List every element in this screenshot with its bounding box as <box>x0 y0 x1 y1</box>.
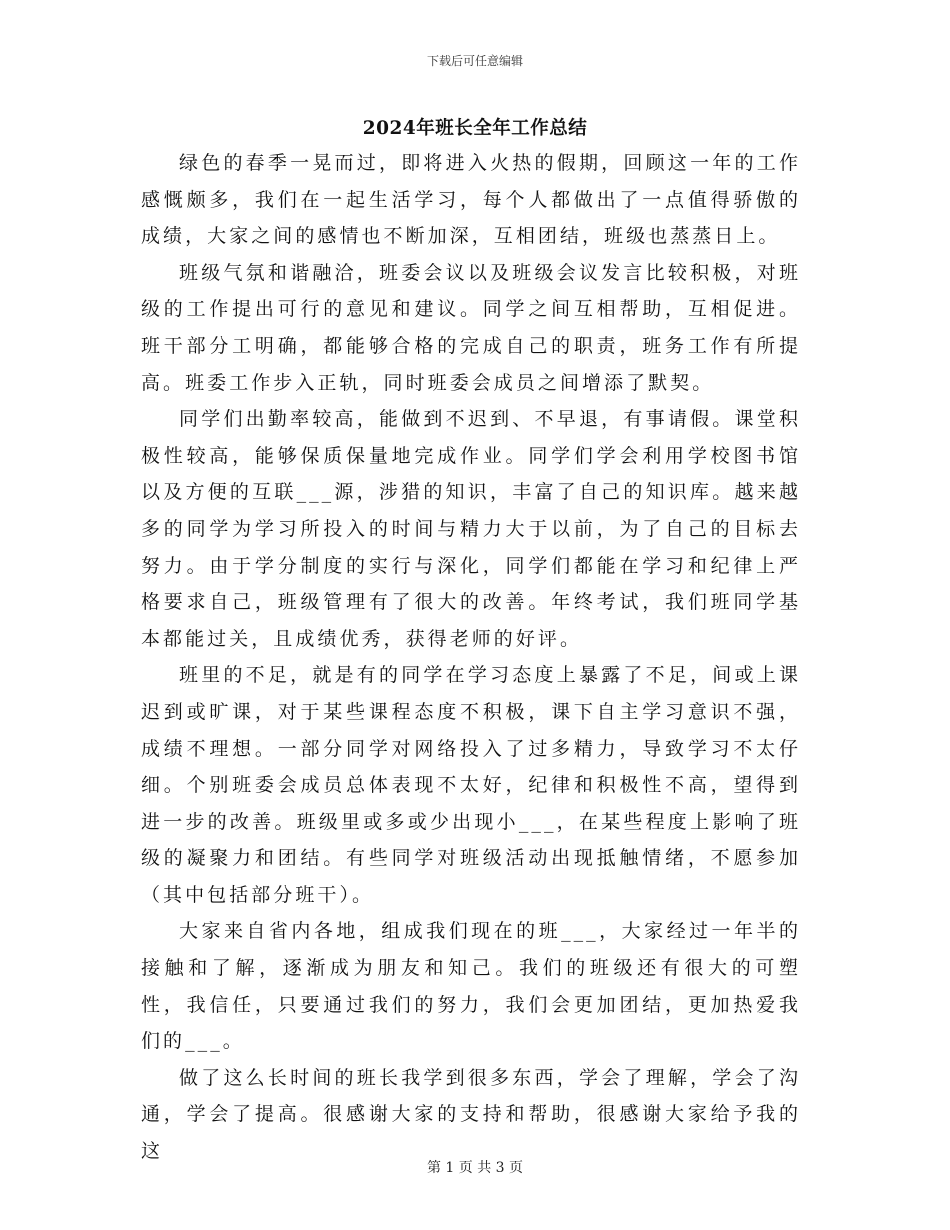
paragraph-2: 班级气氛和谐融洽，班委会议以及班级会议发言比较积极，对班级的工作提出可行的意见和建议。同学之间互相帮助，互相促进。班干部分工明确，都能够合格的完成自己的职责，班务工作有所提高。班委工作步入正轨，同时班委会成员之间增添了默契。 <box>141 261 801 394</box>
document-title: 2024年班长全年工作总结 <box>362 118 588 139</box>
paragraph-5: 大家来自省内各地，组成我们现在的班___，大家经过一年半的接触和了解，逐渐成为朋友和知己。我们的班级还有很大的可塑性，我信任，只要通过我们的努力，我们会更加团结，更加热爱我们的___。 <box>141 920 801 1053</box>
page-footer-number: 第 1 页 共 3 页 <box>426 1160 524 1176</box>
document-body <box>141 145 801 1170</box>
page-header-note: 下载后可任意编辑 <box>426 54 523 68</box>
paragraph-3: 同学们出勤率较高，能做到不迟到、不早退，有事请假。课堂积极性较高，能够保质保量地完成作业。同学们学会利用学校图书馆以及方便的互联___源，涉猎的知识，丰富了自己的知识库。越来越多的同学为学习所投入的时间与精力大于以前，为了自己的目标去努力。由于学分制度的实行与深化，同学们都能在学习和纪律上严格要求自己，班级管理有了很大的改善。年终考试，我们班同学基本都能过关，且成绩优秀，获得老师的好评。 <box>141 408 801 650</box>
paragraph-4: 班里的不足，就是有的同学在学习态度上暴露了不足，间或上课迟到或旷课，对于某些课程态度不积极，课下自主学习意识不强，成绩不理想。一部分同学对网络投入了过多精力，导致学习不太仔细。个别班委会成员总体表现不太好，纪律和积极性不高，望得到进一步的改善。班级里或多或少出现小___，在某些程度上影响了班级的凝聚力和团结。有些同学对班级活动出现抵触情绪，不愿参加（其中包括部分班干）。 <box>141 664 801 906</box>
paragraph-1: 绿色的春季一晃而过，即将进入火热的假期，回顾这一年的工作感慨颇多，我们在一起生活学习，每个人都做出了一点值得骄傲的成绩，大家之间的感情也不断加深，互相团结，班级也蒸蒸日上。 <box>141 152 801 248</box>
paragraph-6: 做了这么长时间的班长我学到很多东西，学会了理解，学会了沟通，学会了提高。很感谢大家的支持和帮助，很感谢大家给予我的这 <box>141 1066 801 1163</box>
